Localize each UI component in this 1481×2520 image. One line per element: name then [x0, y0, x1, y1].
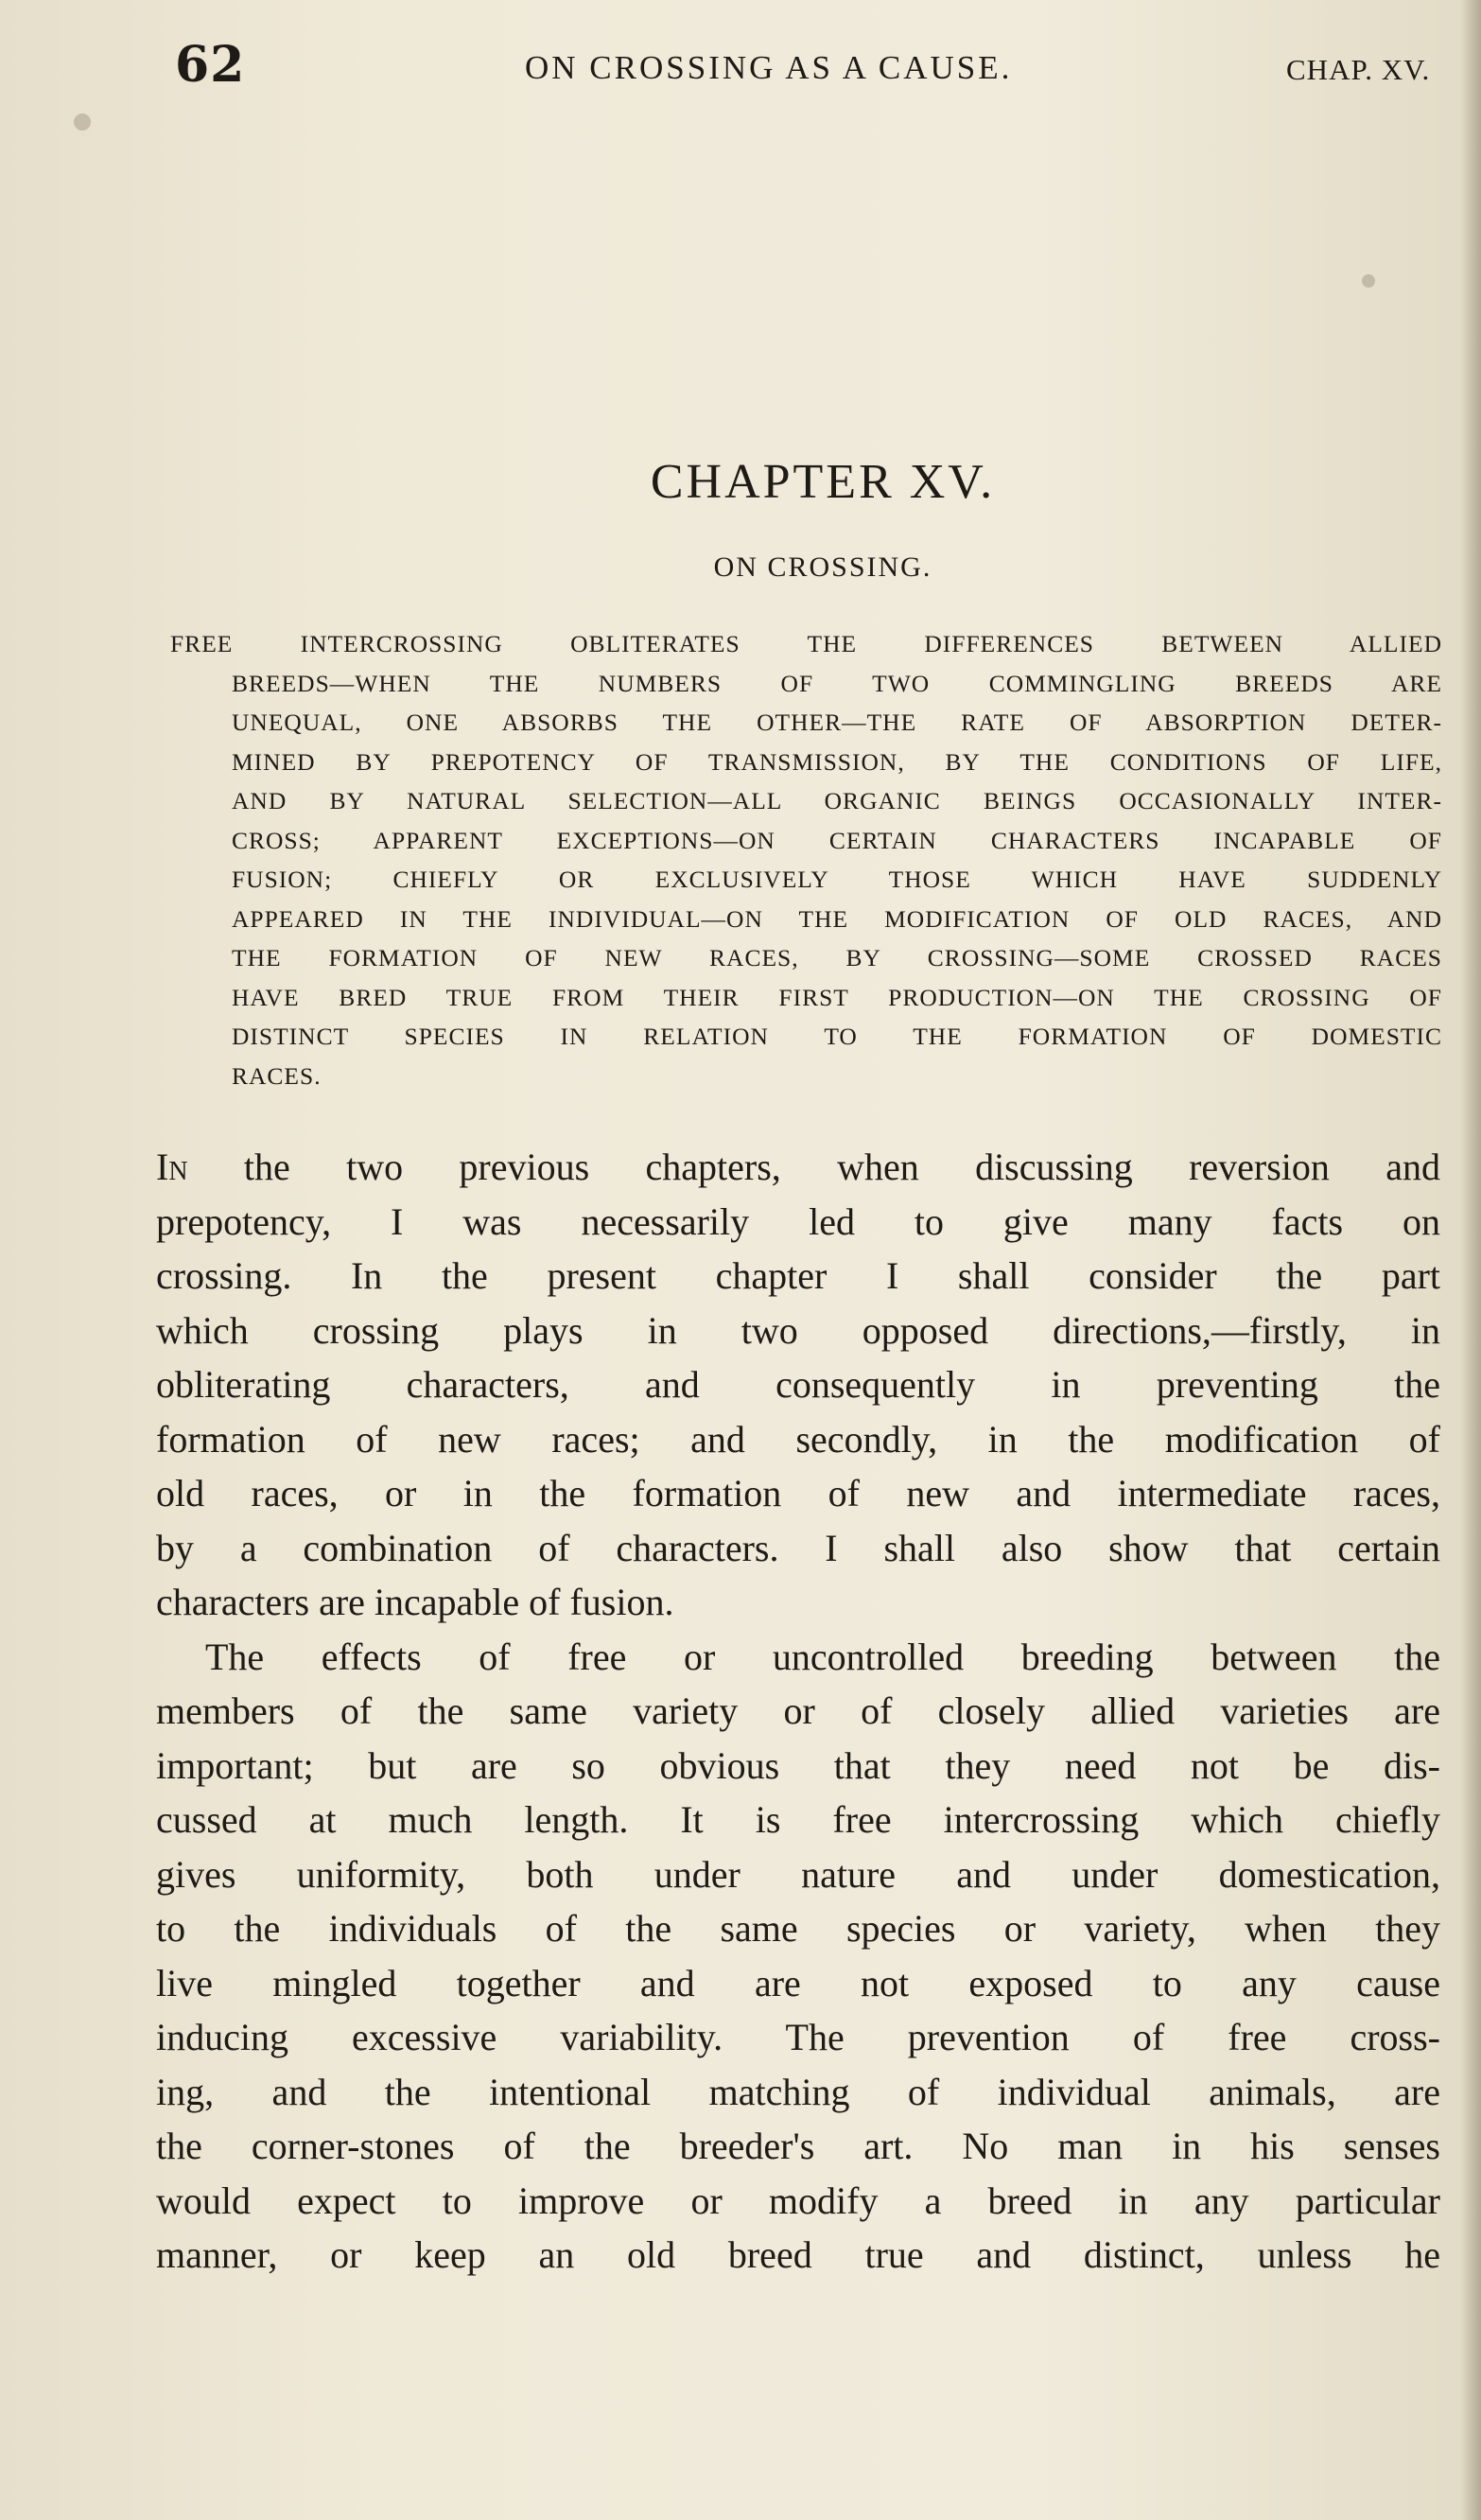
paragraph-1-line: old races, or in the formation of new and intermediate races,: [156, 1472, 1440, 1514]
page-number: 62: [175, 36, 246, 94]
paragraph-2-line: members of the same variety or of closely allied varieties are: [156, 1689, 1440, 1732]
chapter-subtitle: ON CROSSING.: [713, 551, 932, 583]
summary-line: CROSS; APPARENT EXCEPTIONS—ON CERTAIN CHARACTERS INCAPABLE OF: [232, 826, 1442, 854]
summary-line: APPEARED IN THE INDIVIDUAL—ON THE MODIFICATION OF OLD RACES, AND: [232, 904, 1442, 933]
paragraph-1-line: crossing. In the present chapter I shall consider the part: [156, 1254, 1440, 1297]
summary-line: MINED BY PREPOTENCY OF TRANSMISSION, BY THE CONDITIONS OF LIFE,: [232, 747, 1442, 776]
paragraph-2-line: The effects of free or uncontrolled breeding between the: [205, 1635, 1440, 1678]
paragraph-1-line: characters are incapable of fusion.: [156, 1581, 674, 1623]
summary-line: DISTINCT SPECIES IN RELATION TO THE FORMATION OF DOMESTIC: [232, 1023, 1442, 1050]
paragraph-1-line: by a combination of characters. I shall also show that certain: [156, 1526, 1440, 1569]
paragraph-2-line: inducing excessive variability. The prevention of free cross-: [156, 2016, 1440, 2058]
paragraph-2-line: the corner-stones of the breeder's art. No man in his senses: [156, 2125, 1440, 2167]
summary-line: BREEDS—WHEN THE NUMBERS OF TWO COMMINGLING BREEDS ARE: [232, 669, 1442, 697]
paragraph-2-line: gives uniformity, both under nature and under domestication,: [156, 1852, 1440, 1896]
page-edge-shadow: [1460, 0, 1481, 2520]
paragraph-2-line: cussed at much length. It is free intercrossing which chiefly: [156, 1798, 1440, 1841]
paragraph-1-line: In the two previous chapters, when discussing reversion and: [156, 1146, 1440, 1188]
body-text: [156, 1140, 1440, 2283]
summary-line: AND BY NATURAL SELECTION—ALL ORGANIC BEINGS OCCASIONALLY INTER-: [232, 787, 1442, 814]
summary-line: FUSION; CHIEFLY OR EXCLUSIVELY THOSE WHICH HAVE SUDDENLY: [232, 866, 1442, 893]
paragraph-2-line: would expect to improve or modify a breed in any particular: [156, 2179, 1440, 2222]
chapter-summary: [170, 624, 1442, 1095]
chapter-reference: CHAP. XV.: [1286, 53, 1431, 86]
paragraph-2-line: manner, or keep an old breed true and distinct, unless he: [156, 2233, 1440, 2276]
summary-line: HAVE BRED TRUE FROM THEIR FIRST PRODUCTION—ON THE CROSSING OF: [232, 983, 1442, 1011]
summary-line: RACES.: [232, 1061, 322, 1090]
summary-line: UNEQUAL, ONE ABSORBS THE OTHER—THE RATE OF ABSORPTION DETER-: [232, 709, 1442, 736]
summary-line: FREE INTERCROSSING OBLITERATES THE DIFFERENCES BETWEEN ALLIED: [170, 630, 1442, 657]
paragraph-1-line: which crossing plays in two opposed directions,—firstly, in: [156, 1308, 1440, 1352]
paragraph-1-line: prepotency, I was necessarily led to give many facts on: [156, 1199, 1440, 1243]
ink-spot: [1362, 274, 1375, 288]
drop-word: In: [156, 1146, 188, 1188]
paragraph-1-line: obliterating characters, and consequently in preventing the: [156, 1363, 1440, 1406]
running-title: ON CROSSING AS A CAUSE.: [525, 49, 1013, 86]
ink-spot: [74, 114, 91, 131]
paragraph-2-line: important; but are so obvious that they need not be dis-: [156, 1743, 1440, 1787]
paragraph-1-line: formation of new races; and secondly, in the modification of: [156, 1417, 1440, 1461]
paragraph-2-line: live mingled together and are not exposed to any cause: [156, 1961, 1440, 2004]
paragraph-2-line: to the individuals of the same species or variety, when they: [156, 1907, 1440, 1950]
paragraph-2-line: ing, and the intentional matching of individual animals, are: [156, 2070, 1440, 2113]
chapter-heading: CHAPTER XV.: [650, 455, 996, 509]
summary-line: THE FORMATION OF NEW RACES, BY CROSSING—SOME CROSSED RACES: [232, 944, 1442, 971]
